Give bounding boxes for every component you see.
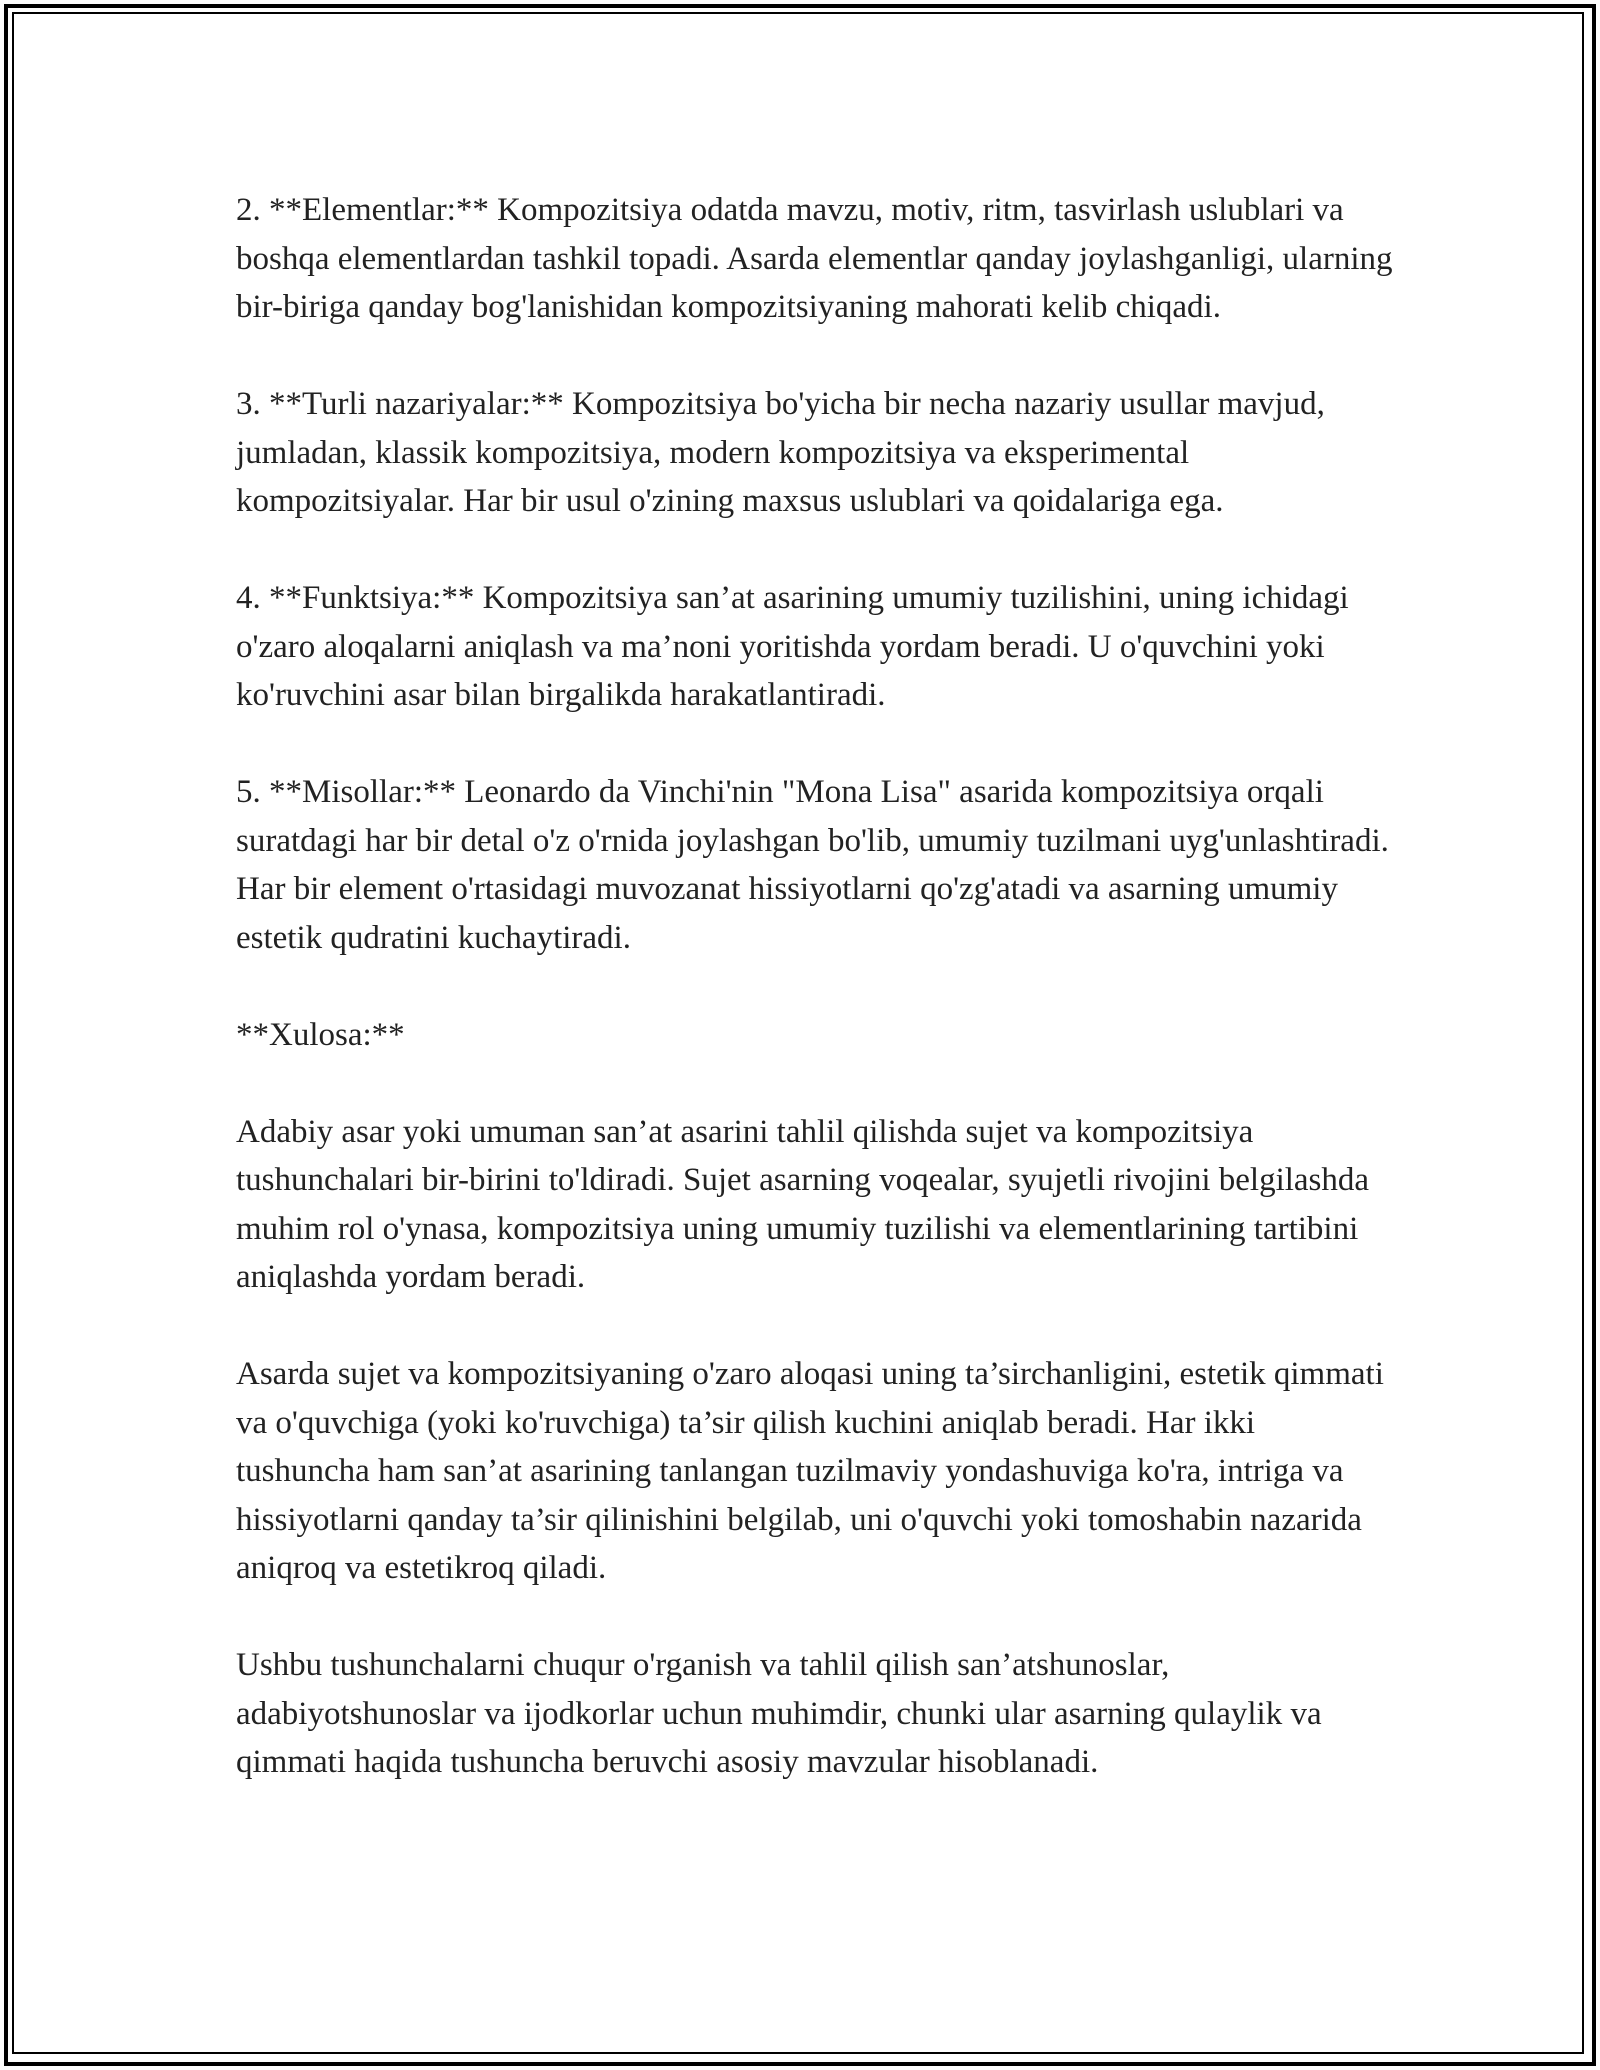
paragraph-conclusion-2: Asarda sujet va kompozitsiyaning o'zaro aloqasi uning ta’sirchanligini, estetik qimmati va o'quvchiga (yoki ko'ruvchiga) ta’sir qilish kuchini aniqlab beradi. Har ikki tushuncha ham san’at asarining tanlangan tuzilmaviy yondashuviga ko'ra, intriga va hissiyotlarni qanday ta’sir qilinishini belgilab, uni o'quvchi yoki tomoshabin nazarida aniqroq va estetikroq qiladi. xyxy=(236,1356,1384,1586)
paragraph-misollar: 5. **Misollar:** Leonardo da Vinchi'nin "Mona Lisa" asarida kompozitsiya orqali suratdagi har bir detal o'z o'rnida joylashgan bo'lib, umumiy tuzilmani uyg'unlashtiradi. Har bir element o'rtasidagi muvozanat hissiyotlarni qo'zg'atadi va asarning umumiy estetik qudratini kuchaytiradi. xyxy=(236,774,1389,956)
heading-xulosa: **Xulosa:** xyxy=(236,1016,405,1053)
document-body xyxy=(236,186,1396,1787)
paragraph-funktsiya: 4. **Funktsiya:** Kompozitsiya san’at asarining umumiy tuzilishini, uning ichidagi o'zaro aloqalarni aniqlash va ma’noni yoritishda yordam beradi. U o'quvchini yoki ko'ruvchini asar bilan birgalikda harakatlantiradi. xyxy=(236,580,1349,713)
paragraph-conclusion-1: Adabiy asar yoki umuman san’at asarini tahlil qilishda sujet va kompozitsiya tushunchalari bir-birini to'ldiradi. Sujet asarning voqealar, syujetli rivojini belgilashda muhim rol o'ynasa, kompozitsiya uning umumiy tuzilishi va elementlarining tartibini aniqlashda yordam beradi. xyxy=(236,1113,1370,1295)
paragraph-elementlar: 2. **Elementlar:** Kompozitsiya odatda mavzu, motiv, ritm, tasvirlash uslublari va boshqa elementlardan tashkil topadi. Asarda elementlar qanday joylashganligi, ularning bir-biriga qanday bog'lanishidan kompozitsiyaning mahorati kelib chiqadi. xyxy=(236,192,1393,325)
paragraph-turli-nazariyalar: 3. **Turli nazariyalar:** Kompozitsiya bo'yicha bir necha nazariy usullar mavjud, jumladan, klassik kompozitsiya, modern kompozitsiya va eksperimental kompozitsiyalar. Har bir usul o'zining maxsus uslublari va qoidalariga ega. xyxy=(236,386,1325,519)
paragraph-conclusion-3: Ushbu tushunchalarni chuqur o'rganish va tahlil qilish san’atshunoslar, adabiyotshunoslar va ijodkorlar uchun muhimdir, chunki ular asarning qulaylik va qimmati haqida tushuncha beruvchi asosiy mavzular hisoblanadi. xyxy=(236,1647,1322,1780)
